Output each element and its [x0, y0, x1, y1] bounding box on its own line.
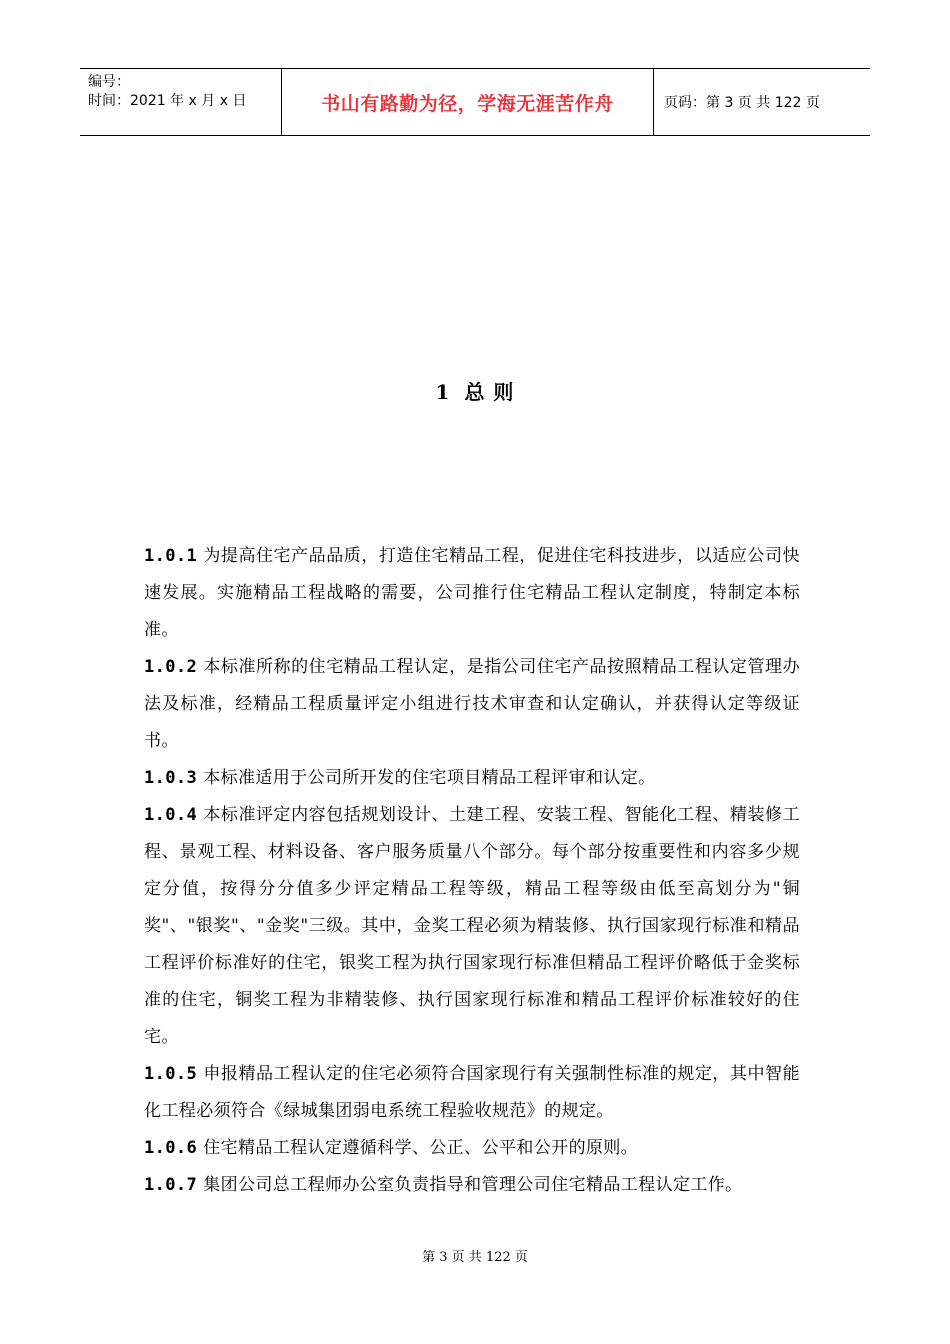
clause-number: 1.0.1	[144, 546, 198, 566]
clause-text: 本标准评定内容包括规划设计、土建工程、安装工程、智能化工程、精装修工程、景观工程、材料设备、客户服务质量八个部分。每个部分按重要性和内容多少规定分值，按得分分值多少评定精品工程等级，精品工程等级由低至高划分为"铜奖"、"银奖"、"金奖"三级。其中，金奖工程必须为精装修、执行国家现行标准和精品工程评价标准好的住宅，银奖工程为执行国家现行标准但精品工程评价略低于金奖标准的住宅，铜奖工程为非精装修、执行国家现行标准和精品工程评价标准较好的住宅。	[144, 805, 800, 1047]
clause-number: 1.0.6	[144, 1138, 198, 1158]
clause-item	[144, 649, 800, 760]
clause-item	[144, 538, 800, 649]
clause-text: 为提高住宅产品品质，打造住宅精品工程，促进住宅科技进步，以适应公司快速发展。实施精品工程战略的需要，公司推行住宅精品工程认定制度，特制定本标准。	[144, 546, 800, 640]
clause-list	[144, 538, 800, 1204]
page-footer: 第 3 页 共 122 页	[422, 1250, 528, 1265]
time-label: 时间：2021 年 x 月 x 日	[88, 93, 247, 109]
clause-number: 1.0.7	[144, 1175, 198, 1195]
clause-number: 1.0.5	[144, 1064, 198, 1084]
clause-item	[144, 1056, 800, 1130]
clause-number: 1.0.3	[144, 768, 198, 788]
serial-label: 编号：	[88, 74, 130, 90]
header-page-info: 页码：第 3 页 共 122 页	[664, 95, 820, 111]
header-motto: 书山有路勤为径，学海无涯苦作舟	[282, 69, 654, 135]
clause-item	[144, 760, 800, 797]
clause-text: 本标准适用于公司所开发的住宅项目精品工程评审和认定。	[203, 768, 656, 788]
clause-number: 1.0.2	[144, 657, 198, 677]
clause-item	[144, 1130, 800, 1167]
chapter-number: 1	[435, 380, 451, 404]
chapter-title: 总 则	[464, 380, 515, 404]
clause-item	[144, 1167, 800, 1204]
clause-item	[144, 797, 800, 1056]
clause-text: 集团公司总工程师办公室负责指导和管理公司住宅精品工程认定工作。	[203, 1175, 743, 1195]
clause-text: 申报精品工程认定的住宅必须符合国家现行有关强制性标准的规定，其中智能化工程必须符合《绿城集团弱电系统工程验收规范》的规定。	[144, 1064, 800, 1121]
clause-text: 本标准所称的住宅精品工程认定，是指公司住宅产品按照精品工程认定管理办法及标准，经精品工程质量评定小组进行技术审查和认定确认，并获得认定等级证书。	[144, 657, 800, 751]
header-info-cell	[80, 69, 282, 135]
chapter-heading	[0, 376, 950, 405]
document-header	[80, 68, 870, 136]
clause-number: 1.0.4	[144, 805, 198, 825]
clause-text: 住宅精品工程认定遵循科学、公正、公平和公开的原则。	[203, 1138, 639, 1158]
